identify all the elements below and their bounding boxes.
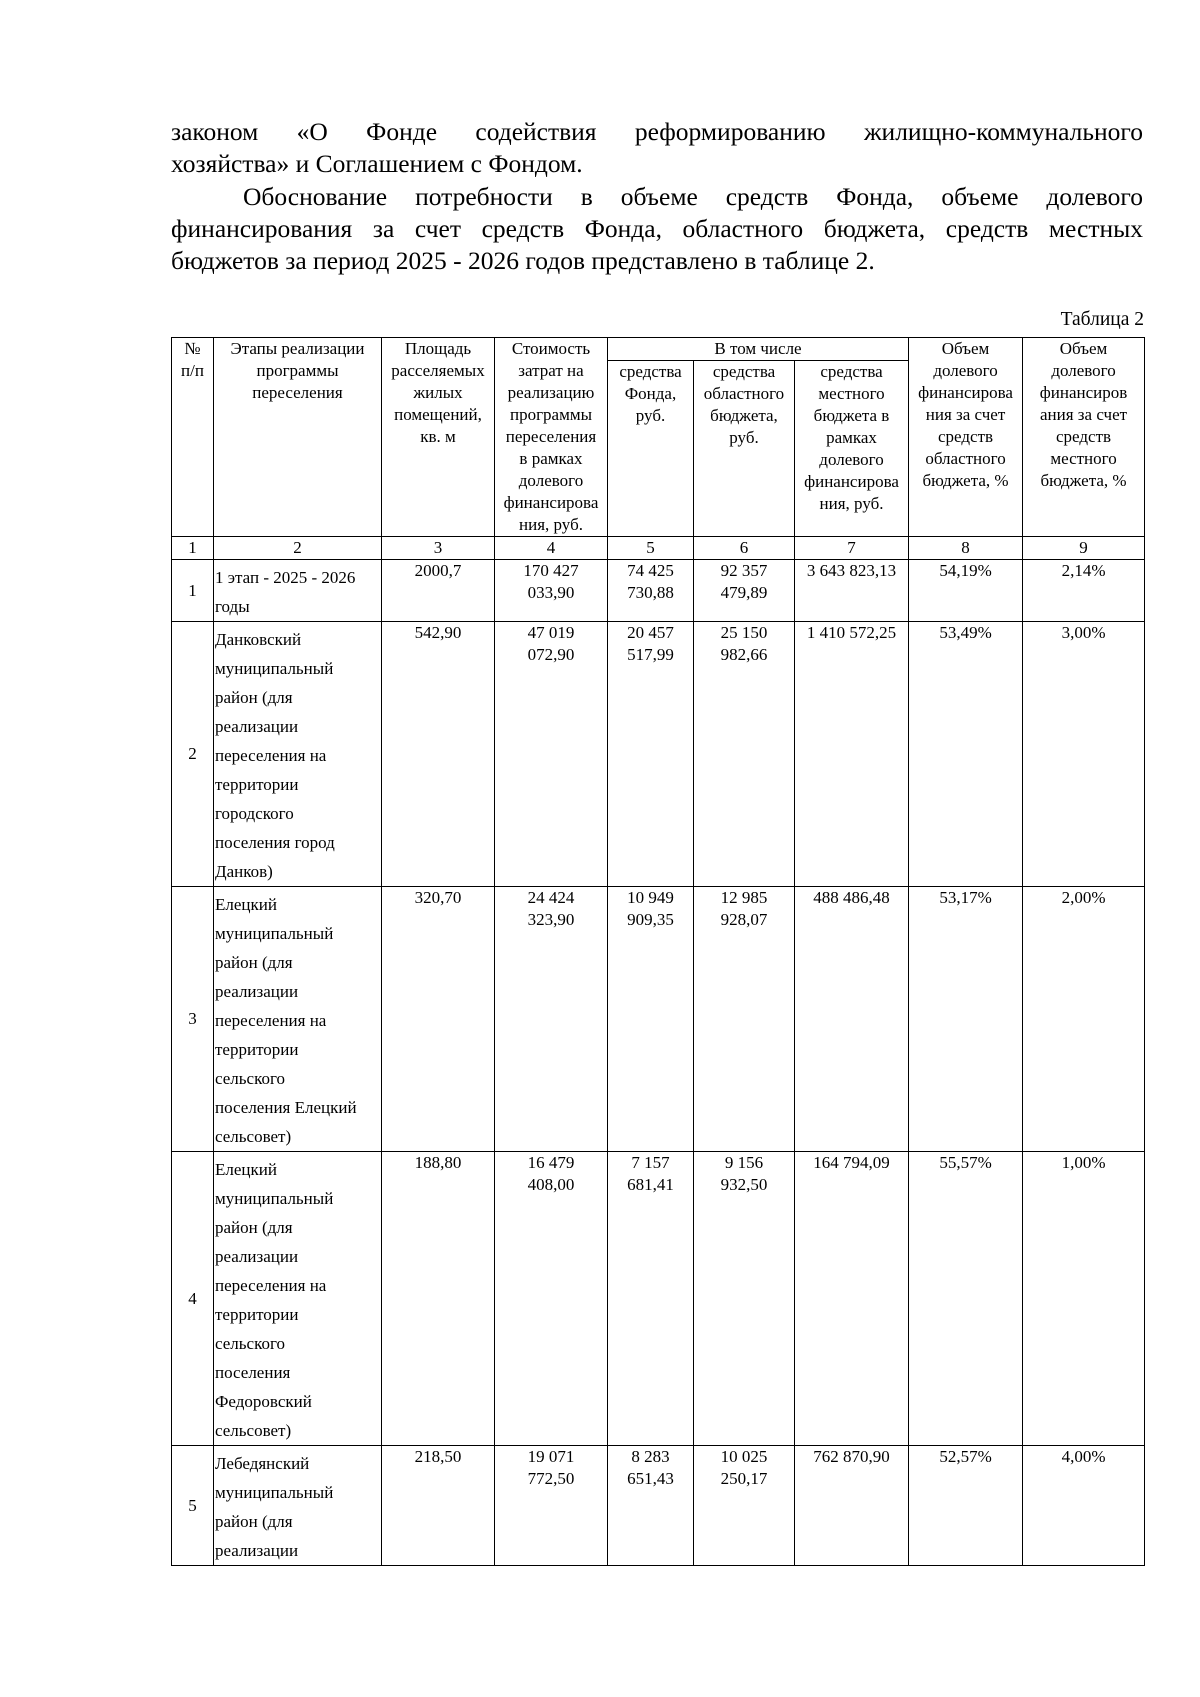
local-pct-cell: 2,00% [1023,887,1145,1152]
fund-line: 730,88 [627,583,674,602]
header-text-line: долевого [1051,361,1116,380]
fund-line: 517,99 [627,645,674,664]
stage-name-line: муниципальный [215,659,334,678]
fund-line: 7 157 [631,1153,670,1172]
column-number-cell: 9 [1023,537,1145,560]
header-text-line: ания за счет [1040,405,1128,424]
local-budget-cell: 3 643 823,13 [795,560,909,622]
cost-line: 072,90 [527,645,575,664]
fund-cell [608,560,694,622]
stage-name-line: Федоровский [215,1392,312,1411]
stage-name-line: реализации [215,1247,299,1266]
stage-name-line: Елецкий [215,1160,277,1179]
stage-name-line: район (для [215,688,293,707]
header-cell-including: В том числе [608,338,909,361]
header-cell-regional-pct [909,338,1023,537]
header-text-line: местного [1050,449,1117,468]
stage-name-line: реализации [215,982,299,1001]
column-number-cell: 5 [608,537,694,560]
cost-line: 24 424 [527,888,575,907]
header-text-line: руб. [729,428,759,447]
header-text-line: бюджета, [710,406,778,425]
local-pct-cell: 3,00% [1023,622,1145,887]
header-text-line: затрат на [518,361,584,380]
stage-name-line: Елецкий [215,895,277,914]
regional-budget-cell [694,1152,795,1446]
header-text-line: ния, руб. [819,494,884,513]
table-row [172,560,1145,622]
stage-name-line: Данковский [215,630,302,649]
header-text-line: областного [703,384,785,403]
justification-line: Обоснование потребности в объеме средств Фонда, объеме долевого [243,182,1143,211]
local-budget-cell: 488 486,48 [795,887,909,1152]
stage-name-line: поселения город [215,833,335,852]
stage-name-line: Данков) [215,862,273,881]
stage-name-line: сельсовет) [215,1127,292,1146]
area-cell: 542,90 [382,622,495,887]
stage-name-line: Лебедянский [215,1454,310,1473]
table-row [172,887,1145,1152]
area-cell: 2000,7 [382,560,495,622]
header-text-line: средства [820,362,883,381]
fund-line: 651,43 [627,1469,674,1488]
stage-name-line: территории [215,775,299,794]
stage-name-line: сельского [215,1334,286,1353]
stage-name-line: реализации [215,717,299,736]
column-number-cell: 3 [382,537,495,560]
column-number-cell: 2 [214,537,382,560]
header-cell-cost [495,338,608,537]
row-number-cell: 2 [172,622,214,887]
regional-pct-cell: 54,19% [909,560,1023,622]
regional-pct-cell: 53,49% [909,622,1023,887]
cost-line: 772,50 [527,1469,575,1488]
row-number-cell: 5 [172,1446,214,1566]
header-text-line: ния за счет [925,405,1006,424]
fund-cell [608,887,694,1152]
header-text-line: программы [509,405,593,424]
stage-name-line: переселения на [215,1276,327,1295]
stage-name-cell [214,1152,382,1446]
stage-name-line: территории [215,1305,299,1324]
table-caption: Таблица 2 [1060,309,1144,330]
header-cell-stages [214,338,382,537]
cost-cell [495,622,608,887]
header-text-line: долевого [933,361,998,380]
fund-line: 909,35 [627,910,674,929]
column-number-cell: 1 [172,537,214,560]
cost-line: 170 427 [523,561,579,580]
justification-paragraph [171,181,1143,277]
header-text-line: рамках [826,428,877,447]
cost-line: 16 479 [527,1153,575,1172]
regional-line: 982,66 [720,645,768,664]
regional-budget-cell [694,1446,795,1566]
header-text-line: жилых [413,383,463,402]
stage-name-line: район (для [215,1218,293,1237]
fund-line: 8 283 [631,1447,670,1466]
header-text-line: долевого [518,471,584,490]
header-text-line: ния, руб. [519,515,583,534]
stage-name-cell [214,1446,382,1566]
header-text-line: в рамках [519,449,583,468]
stage-name-cell [214,560,382,622]
regional-budget-cell [694,560,795,622]
fund-line: 20 457 [627,623,674,642]
table-row [172,1446,1145,1566]
header-text-line: руб. [635,406,666,425]
area-cell: 320,70 [382,887,495,1152]
area-cell: 218,50 [382,1446,495,1566]
fund-line: 74 425 [627,561,674,580]
header-text-line: бюджета, % [922,471,1009,490]
stage-name-line: муниципальный [215,1483,334,1502]
regional-line: 9 156 [724,1153,764,1172]
header-text-line: долевого [819,450,884,469]
cost-cell [495,1446,608,1566]
header-text-line: финансирова [804,472,899,491]
stage-name-line: городского [215,804,294,823]
stage-name-line: муниципальный [215,1189,334,1208]
cost-cell [495,887,608,1152]
regional-pct-cell: 53,17% [909,887,1023,1152]
intro-paragraph [171,116,1143,180]
stage-name-line: территории [215,1040,299,1059]
header-text-line: реализацию [507,383,595,402]
regional-line: 250,17 [720,1469,768,1488]
regional-line: 932,50 [720,1175,768,1194]
cost-line: 323,90 [527,910,575,929]
header-text-line: местного [818,384,885,403]
regional-budget-cell [694,887,795,1152]
header-text-line: областного [925,449,1006,468]
table-row [172,1152,1145,1446]
cost-line: 408,00 [527,1175,575,1194]
stage-name-cell [214,622,382,887]
area-cell: 188,80 [382,1152,495,1446]
header-cell-fund [608,361,694,537]
local-pct-cell: 1,00% [1023,1152,1145,1446]
header-text-line: программы [256,361,339,380]
table-row [172,622,1145,887]
column-number-row [172,537,1145,560]
header-cell-regional [694,361,795,537]
regional-line: 12 985 [720,888,768,907]
justification-line: бюджетов за период 2025 - 2026 годов представлено в таблице 2. [171,246,875,275]
header-text-line: бюджета, % [1040,471,1127,490]
column-number-cell: 7 [795,537,909,560]
header-text-line: п/п [181,361,204,380]
header-text-line: кв. м [420,427,456,446]
stage-name-line: сельского [215,1069,286,1088]
regional-pct-cell: 55,57% [909,1152,1023,1446]
intro-line: хозяйства» и Соглашением с Фондом. [171,149,583,178]
header-text-line: финансирова [503,493,599,512]
header-text-line: № [184,339,201,358]
header-text-line: средств [1056,427,1112,446]
header-text-line: бюджета в [813,406,890,425]
stage-name-line: муниципальный [215,924,334,943]
column-number-cell: 6 [694,537,795,560]
column-number-cell: 8 [909,537,1023,560]
row-number-cell: 1 [172,560,214,622]
funding-table [171,337,1145,1566]
header-text-line: помещений, [394,405,482,424]
regional-line: 10 025 [720,1447,768,1466]
stage-name-line: район (для [215,1512,293,1531]
header-row [172,338,1145,361]
regional-pct-cell: 52,57% [909,1446,1023,1566]
stage-name-line: переселения на [215,746,327,765]
local-budget-cell: 1 410 572,25 [795,622,909,887]
local-budget-cell: 164 794,09 [795,1152,909,1446]
cost-cell [495,560,608,622]
stage-name-line: поселения [215,1363,291,1382]
regional-line: 92 357 [720,561,768,580]
header-cell-local-pct [1023,338,1145,537]
header-text-line: расселяемых [391,361,485,380]
fund-line: 10 949 [627,888,674,907]
row-number-cell: 4 [172,1152,214,1446]
header-text-line: Площадь [404,339,472,358]
header-text-line: Объем [1059,339,1108,358]
stage-name-line: район (для [215,953,293,972]
stage-name-line: годы [215,597,250,616]
justification-line: финансирования за счет средств Фонда, областного бюджета, средств местных [171,214,1143,243]
header-text-line: Объем [941,339,990,358]
header-text-line: переселения [505,427,597,446]
cost-cell [495,1152,608,1446]
cost-line: 19 071 [527,1447,575,1466]
stage-name-line: поселения Елецкий [215,1098,357,1117]
header-text-line: финансиров [1039,383,1128,402]
row-number-cell: 3 [172,887,214,1152]
header-text-line: переселения [252,383,343,402]
fund-cell [608,1152,694,1446]
header-text-line: финансирова [918,383,1013,402]
local-budget-cell: 762 870,90 [795,1446,909,1566]
header-cell-number [172,338,214,537]
header-text-line: средства [619,362,682,381]
header-text-line: Этапы реализации [230,339,365,358]
regional-budget-cell [694,622,795,887]
header-text-line: Стоимость [511,339,591,358]
intro-line: законом «О Фонде содействия реформированию жилищно-коммунального [171,117,1143,146]
stage-name-line: 1 этап - 2025 - 2026 [215,568,356,587]
fund-cell [608,1446,694,1566]
header-cell-area [382,338,495,537]
fund-line: 681,41 [627,1175,674,1194]
stage-name-line: переселения на [215,1011,327,1030]
local-pct-cell: 4,00% [1023,1446,1145,1566]
fund-cell [608,622,694,887]
regional-line: 928,07 [720,910,768,929]
regional-line: 25 150 [720,623,768,642]
header-text-line: средств [938,427,994,446]
stage-name-line: сельсовет) [215,1421,292,1440]
cost-line: 033,90 [527,583,575,602]
header-text-line: средства [712,362,776,381]
local-pct-cell: 2,14% [1023,560,1145,622]
header-cell-local [795,361,909,537]
regional-line: 479,89 [720,583,768,602]
stage-name-line: реализации [215,1541,299,1560]
stage-name-cell [214,887,382,1152]
header-text-line: Фонда, [624,384,677,403]
cost-line: 47 019 [527,623,575,642]
column-number-cell: 4 [495,537,608,560]
